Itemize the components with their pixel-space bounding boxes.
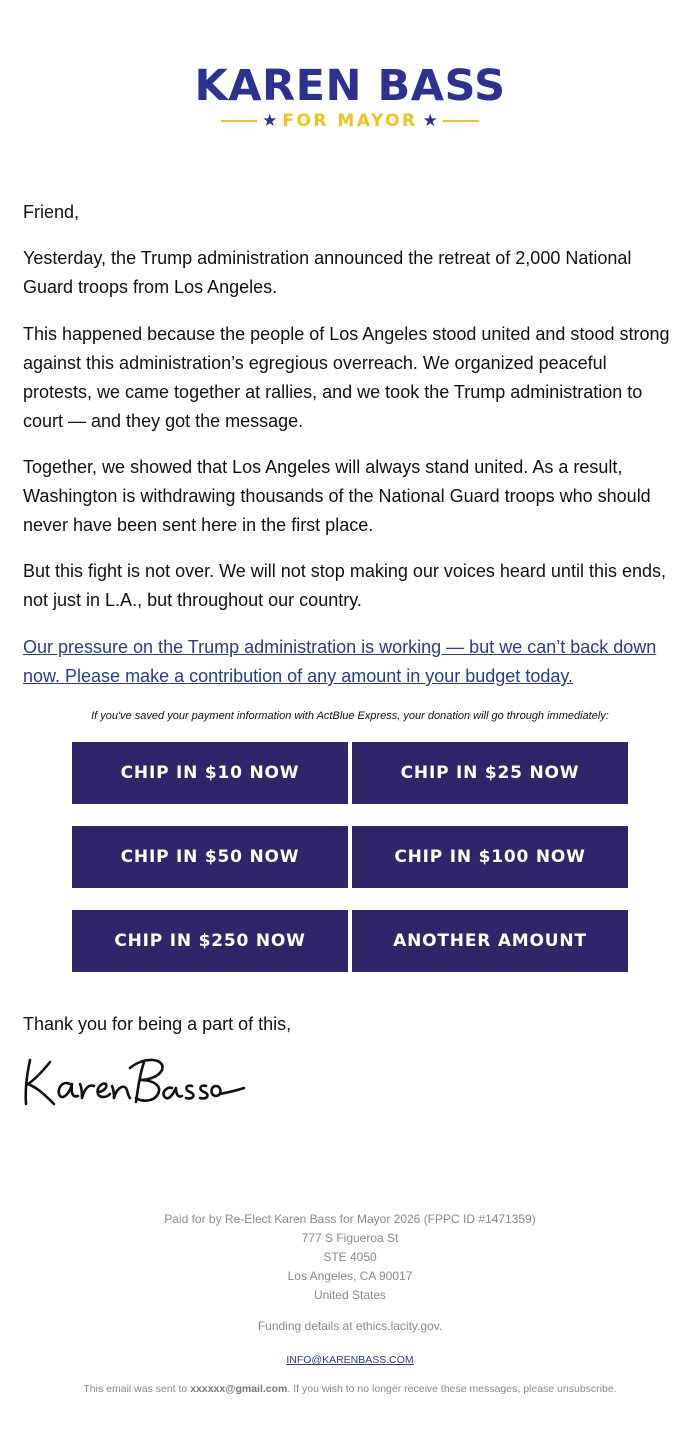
funding-details: Funding details at ethics.lacity.gov. [257, 1319, 443, 1333]
chip-in-250-button[interactable]: CHIP IN $250 NOW [72, 910, 348, 972]
greeting: Friend, [23, 202, 80, 222]
signature [20, 1050, 250, 1117]
paid-for-disclaimer: Paid for by Re-Elect Karen Bass for Mayor 2026 (FPPC ID #1471359) [164, 1212, 536, 1226]
paragraph: But this fight is not over. We will not stop making our voices heard until this ends, not just in L.A., but throughout our country. [23, 561, 666, 610]
star-icon: ★ [422, 111, 438, 130]
logo-subline [0, 110, 700, 132]
logo-rule-left [221, 120, 257, 122]
sent-notice [0, 1380, 700, 1399]
contact-email [0, 1351, 700, 1370]
paragraph: This happened because the people of Los Angeles stood united and stood strong against this administration’s egregious overreach. We organized peaceful protests, we came together at rallies, and we took the Trump administration to court — and they got the message. [23, 324, 670, 431]
chip-in-100-button[interactable]: CHIP IN $100 NOW [352, 826, 628, 888]
contact-email-link[interactable]: INFO@KARENBASS.COM [286, 1354, 414, 1366]
logo-tagline: FOR MAYOR [282, 111, 418, 131]
closing-line: Thank you for being a part of this, [23, 1014, 292, 1034]
chip-in-50-button[interactable]: CHIP IN $50 NOW [72, 826, 348, 888]
address-line: STE 4050 [323, 1250, 377, 1264]
donation-ask [23, 633, 678, 691]
chip-in-10-button[interactable]: CHIP IN $10 NOW [72, 742, 348, 804]
address-line: 777 S Figueroa St [301, 1231, 399, 1245]
address-line: Los Angeles, CA 90017 [287, 1269, 413, 1283]
paragraph: Yesterday, the Trump administration announced the retreat of 2,000 National Guard troops from Los Angeles. [23, 248, 632, 297]
chip-in-25-button[interactable]: CHIP IN $25 NOW [352, 742, 628, 804]
recipient-email: xxxxxx@gmail.com [190, 1383, 288, 1395]
sent-suffix: . If you wish to no longer receive these messages, please unsubscribe. [287, 1383, 617, 1395]
actblue-express-note: If you've saved your payment information with ActBlue Express, your donation will go through immediately: [91, 710, 609, 722]
footer-address-block [0, 1210, 700, 1305]
sent-prefix: This email was sent to [83, 1383, 191, 1395]
donation-ask-link[interactable]: Our pressure on the Trump administration is working — but we can’t back down now. Please make a contribution of any amount in your budget today. [23, 637, 657, 686]
address-line: United States [313, 1288, 387, 1302]
signature-image [20, 1050, 250, 1112]
logo-name: KAREN BASS [194, 61, 506, 111]
star-icon: ★ [262, 111, 278, 130]
campaign-logo [0, 62, 700, 132]
logo-rule-right [443, 120, 479, 122]
paragraph: Together, we showed that Los Angeles will always stand united. As a result, Washington is withdrawing thousands of the National Guard troops who should never have been sent here in the first place. [23, 457, 651, 535]
another-amount-button[interactable]: ANOTHER AMOUNT [352, 910, 628, 972]
